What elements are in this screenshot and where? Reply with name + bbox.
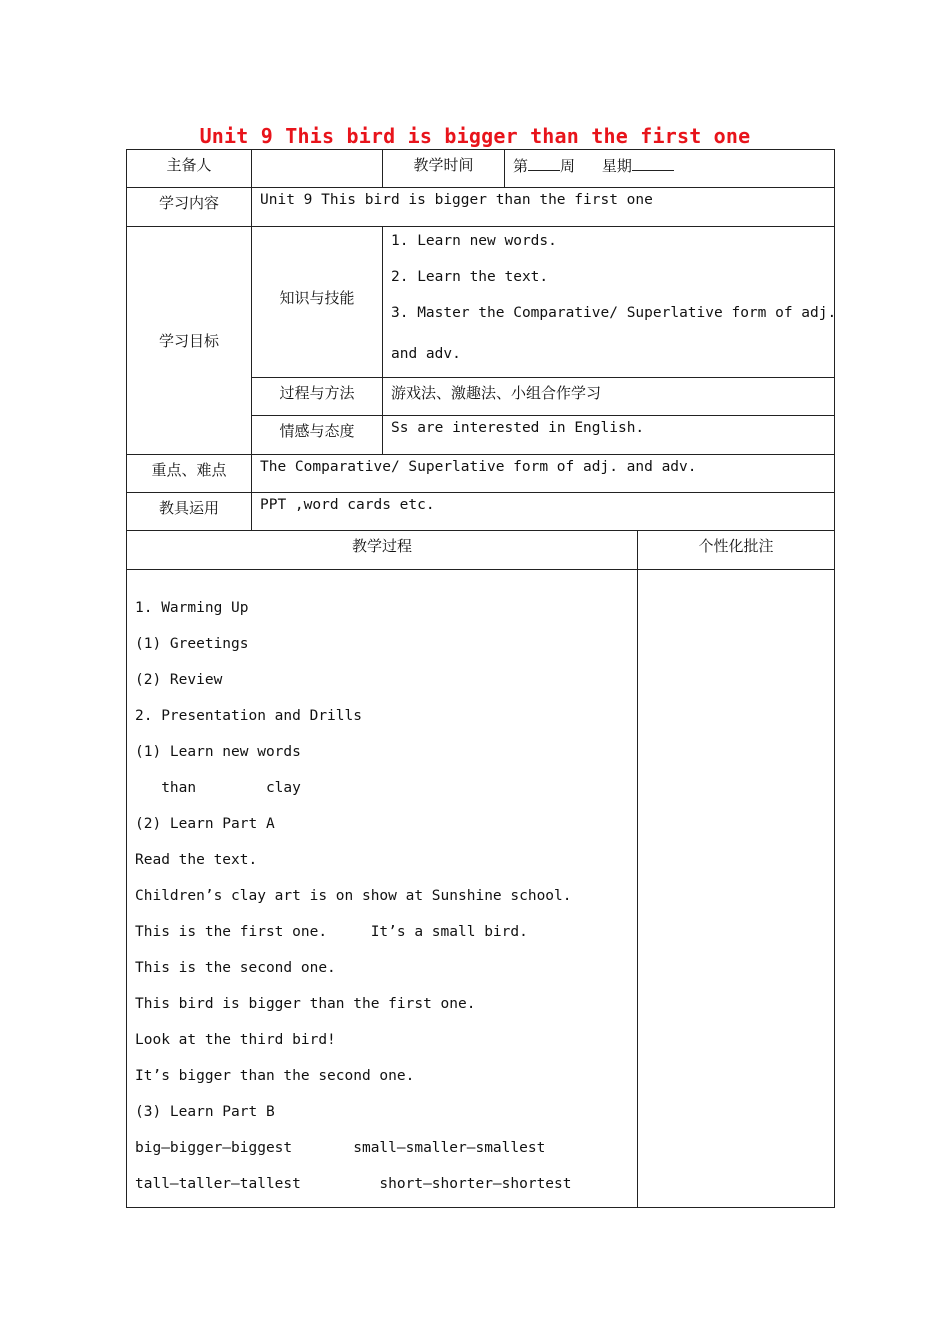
knowledge-items (383, 227, 835, 378)
tools-label: 教具运用 (127, 493, 252, 531)
content-row (127, 188, 835, 227)
key-points-row (127, 455, 835, 493)
attitude-value: Ss are interested in English. (383, 416, 835, 455)
attitude-label: 情感与态度 (252, 416, 383, 455)
notes-header: 个性化批注 (638, 531, 835, 570)
knowledge-item: 3. Master the Comparative/ Superlative form of adj. (391, 305, 837, 321)
process-header-row (127, 531, 835, 570)
content-value: Unit 9 This bird is bigger than the first one (252, 188, 835, 227)
process-method-value: 游戏法、激趣法、小组合作学习 (383, 378, 835, 416)
process-line: (1) Greetings (135, 636, 249, 652)
key-points-value: The Comparative/ Superlative form of adj. and adv. (252, 455, 835, 493)
key-points-label: 重点、难点 (127, 455, 252, 493)
goals-label: 学习目标 (127, 227, 252, 455)
process-line: This is the first one. It’s a small bird. (135, 924, 528, 940)
process-line: Look at the third bird! (135, 1032, 336, 1048)
lesson-plan-table (126, 149, 835, 1208)
content-label: 学习内容 (127, 188, 252, 227)
week-blank (528, 154, 560, 171)
process-line: than clay (135, 780, 301, 796)
preparer-value (252, 150, 383, 188)
process-line: tall—taller—tallest short—shorter—shortest (135, 1176, 572, 1192)
tools-row (127, 493, 835, 531)
knowledge-item: 1. Learn new words. (391, 233, 557, 249)
knowledge-label: 知识与技能 (252, 227, 383, 378)
teaching-time-value (505, 150, 835, 188)
process-line: 2. Presentation and Drills (135, 708, 362, 724)
preparer-label: 主备人 (127, 150, 252, 188)
process-line: Read the text. (135, 852, 258, 868)
process-line: (2) Learn Part A (135, 816, 275, 832)
process-method-label: 过程与方法 (252, 378, 383, 416)
process-line: big—bigger—biggest small—smaller—smallest (135, 1140, 546, 1156)
process-line: It’s bigger than the second one. (135, 1068, 415, 1084)
process-line: (1) Learn new words (135, 744, 301, 760)
header-row (127, 150, 835, 188)
notes-body (638, 570, 835, 1208)
tools-value: PPT ,word cards etc. (252, 493, 835, 531)
process-line: This bird is bigger than the first one. (135, 996, 476, 1012)
process-body-row (127, 570, 835, 1208)
process-line: (2) Review (135, 672, 223, 688)
teaching-time-label: 教学时间 (383, 150, 505, 188)
day-label: 星期 (601, 157, 632, 175)
knowledge-item: and adv. (391, 346, 461, 362)
process-line: (3) Learn Part B (135, 1104, 275, 1120)
week-prefix: 第 (513, 157, 529, 175)
week-suffix: 周 (560, 157, 576, 175)
goals-knowledge-row (127, 227, 835, 378)
knowledge-item: 2. Learn the text. (391, 269, 549, 285)
process-line: 1. Warming Up (135, 600, 249, 616)
teaching-process-body (127, 570, 638, 1208)
teaching-process-header: 教学过程 (127, 531, 638, 570)
day-blank (632, 154, 674, 171)
process-line: Children’s clay art is on show at Sunshine school. (135, 888, 572, 904)
page-title: Unit 9 This bird is bigger than the first one (199, 124, 751, 148)
process-line: This is the second one. (135, 960, 336, 976)
